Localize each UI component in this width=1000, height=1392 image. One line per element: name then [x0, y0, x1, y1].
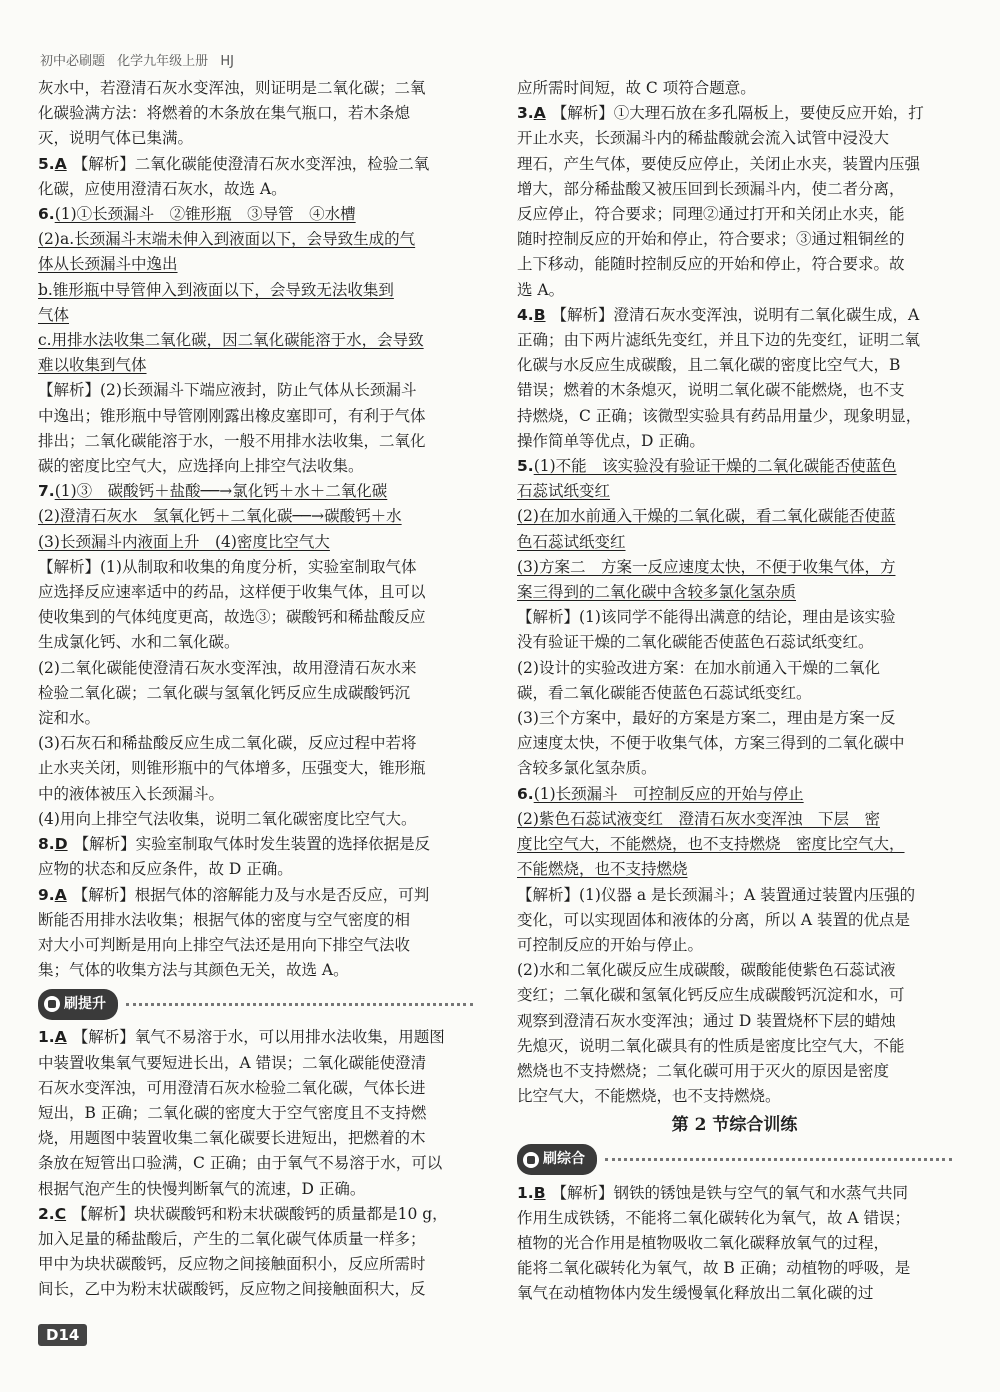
- text-line: 碳的密度比空气大，应选择向上排空气法收集。: [38, 457, 364, 476]
- edition-label: HJ: [220, 54, 234, 69]
- text-line: 变化，可以实现固体和液体的分离，所以 A 装置的优点是: [517, 910, 911, 929]
- answer-choice: A: [54, 154, 67, 173]
- answer-choice: A: [533, 104, 546, 123]
- right-column: [517, 76, 952, 1307]
- text-line: 体从长颈漏斗中逸出: [38, 255, 178, 274]
- text-line: 燃烧也不支持燃烧；二氧化碳可用于灭火的原因是密度: [517, 1061, 890, 1080]
- text-line: 没有验证干燥的二氧化碳能否使蓝色石蕊试纸变红。: [517, 633, 874, 652]
- text-line: 先熄灭，说明二氧化碳具有的性质是密度比空气大，不能: [517, 1036, 905, 1055]
- text-line: 【解析】(1)该同学不能得出满意的结论，理由是该实验: [517, 608, 896, 627]
- answer-choice: D: [54, 835, 68, 854]
- answer-choice: B: [533, 1183, 546, 1202]
- section-header-comprehensive: [517, 1145, 952, 1175]
- answer-choice: C: [54, 1204, 67, 1223]
- left-column: [38, 76, 473, 1303]
- text-line: c.用排水法收集二氧化碳，因二氧化碳能溶于水，会导致: [38, 331, 424, 350]
- answer-9: 9.A 【解析】根据气体的溶解能力及与水是否反应，可判: [38, 885, 430, 904]
- answer-choice: B: [533, 305, 546, 324]
- text-line: 断能否用排水法收集；根据气体的密度与空气密度的相: [38, 910, 411, 929]
- text-line: (2)设计的实验改进方案：在加水前通入干燥的二氧化: [517, 658, 880, 677]
- text-line: 对大小可判断是用向上排空气法还是用向下排空气法收: [38, 935, 411, 954]
- text-line: 含较多氯化氢杂质。: [517, 759, 657, 778]
- text-line: 可控制反应的开始与停止。: [517, 935, 704, 954]
- text-line: 观察到澄清石灰水变浑浊；通过 D 装置烧杯下层的蜡烛: [517, 1011, 896, 1030]
- text-line: 案三得到的二氧化碳中含较多氯化氢杂质: [517, 583, 797, 602]
- answer-p1: 1.A 【解析】氧气不易溶于水，可以用排水法收集，用题图: [38, 1028, 445, 1047]
- text-line: (2)二氧化碳能使澄清石灰水变浑浊，故用澄清石灰水来: [38, 658, 417, 677]
- answer-4: 4.B 【解析】澄清石灰水变浑浊，说明有二氧化碳生成，A: [517, 305, 920, 324]
- text-line: 正确；由下两片滤纸先变红，并且下边的先变红，证明二氧: [517, 331, 921, 350]
- answer-p2: 2.C 【解析】块状碳酸钙和粉末状碳酸钙的质量都是10 g，: [38, 1204, 448, 1223]
- text-line: 石灰水变浑浊，可用澄清石灰水检验二氧化碳，气体长进: [38, 1078, 426, 1097]
- text-line: 条放在短管出口验满，C 正确；由于氧气不易溶于水，可以: [38, 1154, 443, 1173]
- text-line: 止水夹关闭，则锥形瓶中的气体增多，压强变大，锥形瓶: [38, 759, 426, 778]
- text-line: 选 A。: [517, 280, 565, 299]
- text-line: 灭，说明气体已集满。: [38, 129, 194, 148]
- text-line: 【解析】(1)从制取和收集的角度分析，实验室制取气体: [38, 557, 417, 576]
- text-line: 石蕊试纸变红: [517, 482, 611, 501]
- text-line: (2)a.长颈漏斗末端未伸入到液面以下，会导致生成的气: [38, 230, 416, 249]
- text-line: 度比空气大，不能燃烧，也不支持燃烧 密度比空气大，: [517, 835, 905, 854]
- text-line: 应物的状态和反应条件，故 D 正确。: [38, 860, 293, 879]
- text-line: 持燃烧，C 正确；该微型实验具有药品用量少，现象明显，: [517, 406, 922, 425]
- text-line: 化碳，应使用澄清石灰水，故选 A。: [38, 179, 287, 198]
- answer-choice: A: [54, 885, 67, 904]
- text-line: 反应停止，符合要求；同理②通过打开和关闭止水夹，能: [517, 205, 905, 224]
- text-line: 随时控制反应的开始和停止，符合要求；③通过粗铜丝的: [517, 230, 905, 249]
- text-line: 开止水夹，长颈漏斗内的稀盐酸就会流入试管中浸没大: [517, 129, 890, 148]
- answer-7: 7.(1)③ 碳酸钙＋盐酸──→氯化钙＋水＋二氧化碳: [38, 482, 388, 501]
- text-line: (2)水和二氧化碳反应生成碳酸，碳酸能使紫色石蕊试液: [517, 961, 896, 980]
- text-line: 比空气大，不能燃烧，也不支持燃烧。: [517, 1087, 781, 1106]
- dotted-divider: [126, 1003, 473, 1006]
- pencil-icon: [523, 1152, 539, 1168]
- text-line: 中装置收集氧气要短进长出，A 错误；二氧化碳能使澄清: [38, 1053, 427, 1072]
- text-line: 烧，用题图中装置收集二氧化碳要长进短出，把燃着的木: [38, 1129, 426, 1148]
- text-line: 淀和水。: [38, 709, 101, 728]
- text-line: 灰水中，若澄清石灰水变浑浊，则证明是二氧化碳；二氧: [38, 79, 426, 97]
- section-badge: 刷提升: [38, 989, 118, 1020]
- answer-6: 6.(1)①长颈漏斗 ②锥形瓶 ③导管 ④水槽: [38, 205, 356, 224]
- section-badge: 刷综合: [517, 1144, 597, 1175]
- text-line: 使收集到的气体纯度更高，故选③；碳酸钙和稀盐酸反应: [38, 608, 426, 627]
- text-line: 不能燃烧，也不支持燃烧: [517, 860, 688, 879]
- text-line: 化碳验满方法：将燃着的木条放在集气瓶口，若木条熄: [38, 104, 411, 123]
- text-line: 碳，看二氧化碳能否使蓝色石蕊试纸变红。: [517, 683, 812, 702]
- section-title: 第 2 节综合训练: [671, 1115, 798, 1136]
- text-line: 气体: [38, 305, 70, 324]
- text-line: 应所需时间短，故 C 项符合题意。: [517, 79, 756, 97]
- answer-8: 8.D 【解析】实验室制取气体时发生装置的选择依据是反: [38, 835, 431, 854]
- text-line: 根据气泡产生的快慢判断氧气的流速，D 正确。: [38, 1179, 366, 1198]
- text-line: 错误；燃着的木条熄灭，说明二氧化碳不能燃烧，也不支: [517, 381, 905, 400]
- dotted-divider: [605, 1158, 952, 1161]
- text-line: (3)石灰石和稀盐酸反应生成二氧化碳，反应过程中若将: [38, 734, 417, 753]
- text-line: 加入足量的稀盐酸后，产生的二氧化碳气体质量一样多；: [38, 1229, 426, 1248]
- text-line: (3)三个方案中，最好的方案是方案二，理由是方案一反: [517, 709, 896, 728]
- text-line: 应速度太快，不便于收集气体，方案三得到的二氧化碳中: [517, 734, 905, 753]
- text-line: 排出；二氧化碳能溶于水，一般不用排水法收集，二氧化: [38, 431, 426, 450]
- text-line: 集；气体的收集方法与其颜色无关，故选 A。: [38, 961, 349, 980]
- text-line: 检验二氧化碳；二氧化碳与氢氧化钙反应生成碳酸钙沉: [38, 683, 411, 702]
- text-line: 增大，部分稀盐酸又被压回到长颈漏斗内，使二者分离，: [517, 179, 905, 198]
- text-line: (2)紫色石蕊试液变红 澄清石灰水变浑浊 下层 密: [517, 809, 880, 828]
- text-line: 甲中为块状碳酸钙，反应物之间接触面积小，反应所需时: [38, 1255, 426, 1274]
- text-line: 化碳与水反应生成碳酸，且二氧化碳的密度比空气大，B: [517, 356, 901, 375]
- page-number: D14: [38, 1324, 87, 1346]
- text-line: 应选择反应速率适中的药品，这样便于收集气体，且可以: [38, 583, 426, 602]
- text-line: 上下移动，能随时控制反应的开始和停止，符合要求。故: [517, 255, 905, 274]
- text-line: 作用生成铁锈，不能将二氧化碳转化为氧气，故 A 错误；: [517, 1208, 911, 1227]
- text-line: 中的液体被压入长颈漏斗。: [38, 784, 225, 803]
- text-line: 中逸出；锥形瓶中导管刚刚露出橡皮塞即可，有利于气体: [38, 406, 426, 425]
- text-line: 难以收集到气体: [38, 356, 147, 375]
- text-line: 操作简单等优点，D 正确。: [517, 431, 705, 450]
- answer-6r: 6.(1)长颈漏斗 可控制反应的开始与停止: [517, 784, 804, 803]
- text-line: 氧气在动植物体内发生缓慢氧化释放出二氧化碳的过: [517, 1284, 874, 1303]
- text-line: 【解析】(2)长颈漏斗下端应液封，防止气体从长颈漏斗: [38, 381, 417, 400]
- text-line: (3)长颈漏斗内液面上升 (4)密度比空气大: [38, 532, 330, 551]
- text-line: (4)用向上排空气法收集，说明二氧化碳密度比空气大。: [38, 809, 417, 828]
- text-line: 理石，产生气体，要使反应停止，关闭止水夹，装置内压强: [517, 154, 921, 173]
- answer-5r: 5.(1)不能 该实验没有验证干燥的二氧化碳能否使蓝色: [517, 457, 897, 476]
- answer-5: 5.A 【解析】二氧化碳能使澄清石灰水变浑浊，检验二氧: [38, 154, 430, 173]
- text-line: (3)方案二 方案一反应速度太快，不便于收集气体，方: [517, 557, 896, 576]
- text-line: 生成氯化钙、水和二氧化碳。: [38, 633, 240, 652]
- section-header-practice: [38, 989, 473, 1019]
- text-line: 植物的光合作用是植物吸收二氧化碳释放氧气的过程，: [517, 1233, 890, 1252]
- pencil-icon: [44, 996, 60, 1012]
- running-header: [40, 50, 242, 69]
- text-line: 色石蕊试纸变红: [517, 532, 626, 551]
- text-line: 变红；二氧化碳和氢氧化钙反应生成碳酸钙沉淀和水，可: [517, 986, 905, 1005]
- book-title: 初中必刷题: [40, 54, 106, 69]
- text-line: b.锥形瓶中导管伸入到液面以下，会导致无法收集到: [38, 280, 394, 299]
- subject-title: 化学九年级上册: [117, 54, 209, 69]
- answer-3: 3.A 【解析】①大理石放在多孔隔板上，要使反应开始，打: [517, 104, 924, 123]
- text-line: (2)澄清石灰水 氢氧化钙＋二氧化碳──→碳酸钙＋水: [38, 507, 402, 526]
- text-line: 能将二氧化碳转化为氧气，故 B 正确；动植物的呼吸，是: [517, 1259, 911, 1278]
- text-line: 【解析】(1)仪器 a 是长颈漏斗；A 装置通过装置内压强的: [517, 885, 916, 904]
- text-line: 短出，B 正确；二氧化碳的密度大于空气密度且不支持燃: [38, 1103, 427, 1122]
- text-line: (2)在加水前通入干燥的二氧化碳，看二氧化碳能否使蓝: [517, 507, 896, 526]
- text-line: 间长，乙中为粉末状碳酸钙，反应物之间接触面积大，反: [38, 1280, 426, 1299]
- answer-choice: A: [54, 1028, 67, 1047]
- answer-c1: 1.B 【解析】钢铁的锈蚀是铁与空气的氧气和水蒸气共同: [517, 1183, 909, 1202]
